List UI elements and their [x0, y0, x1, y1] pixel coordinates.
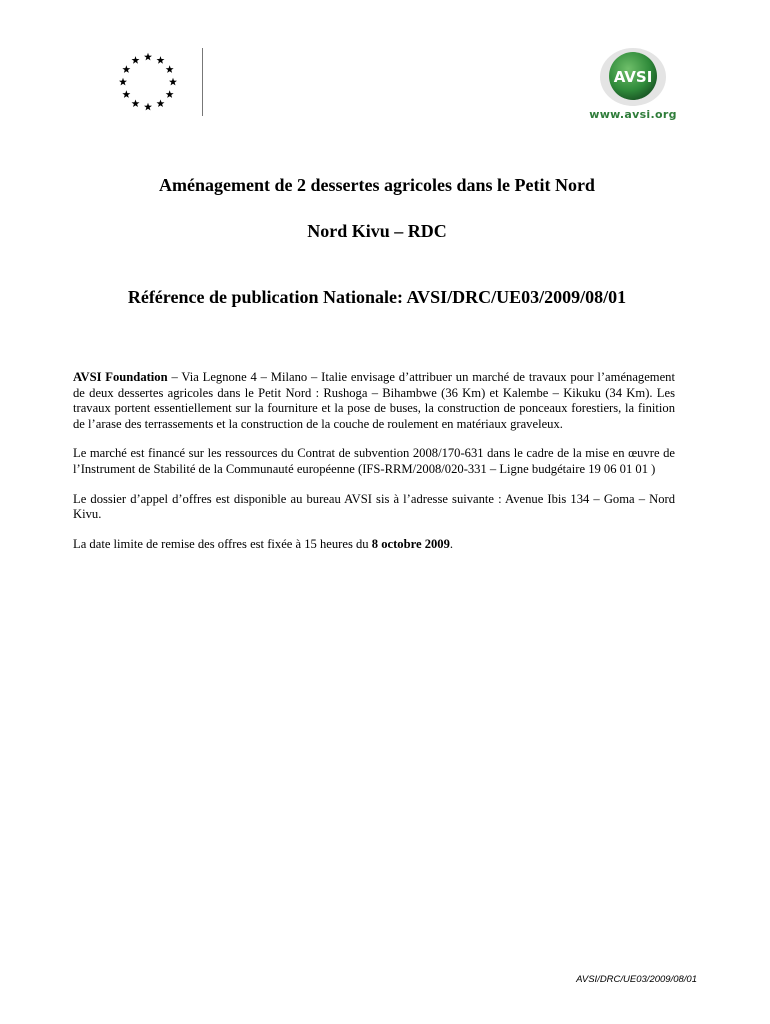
document-location: Nord Kivu – RDC — [307, 221, 447, 241]
document-title: Aménagement de 2 dessertes agricoles dans le Petit Nord — [159, 175, 595, 195]
eu-star-icon — [144, 103, 152, 111]
avsi-logo-text: AVSI — [613, 68, 653, 86]
avsi-logo-icon — [598, 46, 668, 106]
deadline-date: 8 octobre 2009 — [371, 536, 450, 551]
paragraph-2: Le marché est financé sur les ressources du Contrat de subvention 2008/170-631 dans le cadre de la mise en œuvre de l’Instrument de Stabilité de la Communauté européenne (IFS-RRM/2008/020-331 – Ligne budgétaire 19 06 01 01 ) — [73, 446, 675, 476]
paragraph-1-text: – Via Legnone 4 – Milano – Italie envisage d’attribuer un marché de travaux pour l’aménagement de deux dessertes agricoles dans le Petit Nord : Rushoga – Bihambwe (36 Km) et Kalembe – Kikuku (34 Km). Les travaux portent essentiellement sur la fourniture et la pose de buses, la construction de ponceaux forestiers, la finition de l’arase des terrassements et la construction de la couche de roulement en matériaux graveleux. — [73, 370, 675, 431]
organization-name: AVSI Foundation — [73, 370, 168, 384]
publication-reference: Référence de publication Nationale: AVSI/DRC/UE03/2009/08/01 — [127, 287, 627, 307]
eu-star-icon — [166, 90, 174, 98]
footer-reference: AVSI/DRC/UE03/2009/08/01 — [576, 974, 697, 985]
header-divider — [202, 48, 203, 116]
paragraph-1 — [73, 370, 675, 432]
deadline-end: . — [449, 536, 454, 551]
paragraph-3: Le dossier d’appel d’offres est disponible au bureau AVSI sis à l’adresse suivante : Avenue Ibis 134 – Goma – Nord Kivu. — [73, 491, 675, 522]
eu-star-icon — [122, 65, 130, 73]
document-body — [73, 370, 675, 566]
eu-flag-stars-icon — [110, 50, 186, 116]
eu-star-icon — [144, 53, 152, 61]
eu-star-icon — [122, 90, 130, 98]
eu-star-icon — [132, 99, 140, 107]
avsi-website-url: www.avsi.org — [589, 108, 677, 121]
eu-star-icon — [119, 78, 127, 86]
eu-star-icon — [157, 56, 165, 64]
eu-star-icon — [157, 99, 165, 107]
eu-star-icon — [169, 78, 177, 86]
eu-star-icon — [166, 65, 174, 73]
paragraph-4 — [73, 537, 675, 553]
eu-star-icon — [132, 56, 140, 64]
deadline-intro: La date limite de remise des offres est fixée à 15 heures du — [73, 536, 372, 551]
